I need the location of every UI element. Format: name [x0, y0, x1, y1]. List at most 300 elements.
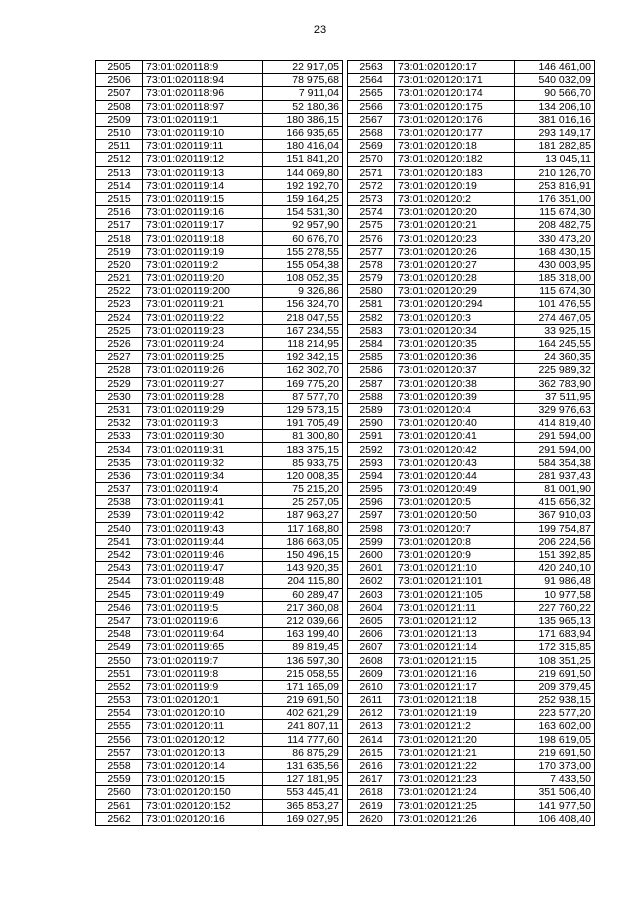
cadastral-number: 73:01:020120:152 [143, 799, 263, 812]
value-amount: 183 375,15 [263, 443, 343, 456]
table-row [348, 61, 595, 74]
page-number: 23 [313, 24, 327, 36]
value-amount: 146 461,00 [515, 61, 595, 74]
value-amount: 87 577,70 [263, 390, 343, 403]
row-number: 2605 [348, 614, 395, 627]
cadastral-number: 73:01:020120:171 [395, 74, 515, 87]
table-row [348, 351, 595, 364]
row-number: 2583 [348, 324, 395, 337]
table-row [348, 140, 595, 153]
table-row [348, 126, 595, 139]
table-row [96, 456, 343, 469]
cadastral-number: 73:01:020119:11 [143, 140, 263, 153]
table-row [96, 87, 343, 100]
row-number: 2511 [96, 140, 143, 153]
table-row [348, 614, 595, 627]
row-number: 2524 [96, 311, 143, 324]
value-amount: 60 289,47 [263, 588, 343, 601]
row-number: 2610 [348, 680, 395, 693]
value-amount: 181 282,85 [515, 140, 595, 153]
row-number: 2582 [348, 311, 395, 324]
row-number: 2584 [348, 337, 395, 350]
value-amount: 24 360,35 [515, 351, 595, 364]
table-row [96, 641, 343, 654]
value-amount: 223 577,20 [515, 707, 595, 720]
value-amount: 75 215,20 [263, 483, 343, 496]
cadastral-number: 73:01:020120:5 [395, 496, 515, 509]
value-amount: 115 674,30 [515, 285, 595, 298]
table-row [96, 337, 343, 350]
table-row [96, 799, 343, 812]
value-amount: 91 986,48 [515, 575, 595, 588]
row-number: 2587 [348, 377, 395, 390]
row-number: 2555 [96, 720, 143, 733]
value-amount: 167 234,55 [263, 324, 343, 337]
table-row [96, 812, 343, 825]
table-row [96, 417, 343, 430]
row-number: 2558 [96, 759, 143, 772]
value-amount: 136 597,30 [263, 654, 343, 667]
row-number: 2566 [348, 100, 395, 113]
value-amount: 89 819,45 [263, 641, 343, 654]
value-amount: 584 354,38 [515, 456, 595, 469]
row-number: 2552 [96, 680, 143, 693]
cadastral-number: 73:01:020119:6 [143, 614, 263, 627]
cadastral-number: 73:01:020119:30 [143, 430, 263, 443]
cadastral-number: 73:01:020121:19 [395, 707, 515, 720]
value-amount: 329 976,63 [515, 403, 595, 416]
cadastral-number: 73:01:020118:97 [143, 100, 263, 113]
table-row [348, 786, 595, 799]
cadastral-number: 73:01:020118:96 [143, 87, 263, 100]
table-row [348, 799, 595, 812]
row-number: 2560 [96, 786, 143, 799]
cadastral-number: 73:01:020120:177 [395, 126, 515, 139]
value-amount: 241 807,11 [263, 720, 343, 733]
cadastral-number: 73:01:020119:27 [143, 377, 263, 390]
value-amount: 131 635,56 [263, 759, 343, 772]
table-row [96, 219, 343, 232]
cadastral-number: 73:01:020119:3 [143, 417, 263, 430]
value-amount: 10 977,58 [515, 588, 595, 601]
row-number: 2508 [96, 100, 143, 113]
row-number: 2546 [96, 601, 143, 614]
table-row [348, 417, 595, 430]
value-amount: 60 676,70 [263, 232, 343, 245]
table-row [96, 667, 343, 680]
cadastral-number: 73:01:020120:27 [395, 258, 515, 271]
table-row [96, 509, 343, 522]
left-table-body [96, 61, 343, 826]
cadastral-number: 73:01:020120:12 [143, 733, 263, 746]
table-row [96, 113, 343, 126]
table-row [96, 443, 343, 456]
row-number: 2619 [348, 799, 395, 812]
row-number: 2530 [96, 390, 143, 403]
row-number: 2520 [96, 258, 143, 271]
table-row [348, 285, 595, 298]
value-amount: 330 473,20 [515, 232, 595, 245]
row-number: 2522 [96, 285, 143, 298]
table-row [96, 311, 343, 324]
row-number: 2518 [96, 232, 143, 245]
row-number: 2593 [348, 456, 395, 469]
value-amount: 115 674,30 [515, 206, 595, 219]
value-amount: 106 408,40 [515, 812, 595, 825]
cadastral-number: 73:01:020120:34 [395, 324, 515, 337]
table-row [348, 219, 595, 232]
value-amount: 209 379,45 [515, 680, 595, 693]
cadastral-number: 73:01:020119:4 [143, 483, 263, 496]
cadastral-number: 73:01:020119:12 [143, 153, 263, 166]
row-number: 2579 [348, 272, 395, 285]
row-number: 2551 [96, 667, 143, 680]
cadastral-number: 73:01:020119:25 [143, 351, 263, 364]
row-number: 2523 [96, 298, 143, 311]
value-amount: 86 875,29 [263, 746, 343, 759]
value-amount: 144 069,80 [263, 166, 343, 179]
row-number: 2528 [96, 364, 143, 377]
value-amount: 25 257,05 [263, 496, 343, 509]
value-amount: 162 302,70 [263, 364, 343, 377]
row-number: 2578 [348, 258, 395, 271]
cadastral-number: 73:01:020120:50 [395, 509, 515, 522]
table-row [348, 575, 595, 588]
value-amount: 169 775,20 [263, 377, 343, 390]
value-amount: 117 168,80 [263, 522, 343, 535]
value-amount: 362 783,90 [515, 377, 595, 390]
value-amount: 155 278,55 [263, 245, 343, 258]
table-row [348, 535, 595, 548]
row-number: 2615 [348, 746, 395, 759]
value-amount: 127 181,95 [263, 773, 343, 786]
table-row [96, 522, 343, 535]
table-row [348, 364, 595, 377]
value-amount: 185 318,00 [515, 272, 595, 285]
cadastral-number: 73:01:020119:8 [143, 667, 263, 680]
row-number: 2549 [96, 641, 143, 654]
value-amount: 163 199,40 [263, 628, 343, 641]
value-amount: 210 126,70 [515, 166, 595, 179]
table-row [96, 324, 343, 337]
row-number: 2539 [96, 509, 143, 522]
table-row [348, 298, 595, 311]
cadastral-number: 73:01:020121:26 [395, 812, 515, 825]
row-number: 2513 [96, 166, 143, 179]
cadastral-number: 73:01:020120:7 [395, 522, 515, 535]
value-amount: 151 392,85 [515, 548, 595, 561]
value-amount: 253 816,91 [515, 179, 595, 192]
row-number: 2534 [96, 443, 143, 456]
cadastral-number: 73:01:020119:42 [143, 509, 263, 522]
table-row [96, 61, 343, 74]
value-amount: 170 373,00 [515, 759, 595, 772]
cadastral-number: 73:01:020119:20 [143, 272, 263, 285]
cadastral-number: 73:01:020121:22 [395, 759, 515, 772]
row-number: 2617 [348, 773, 395, 786]
value-amount: 252 938,15 [515, 694, 595, 707]
table-row [96, 483, 343, 496]
value-amount: 151 841,20 [263, 153, 343, 166]
table-row [348, 324, 595, 337]
value-amount: 159 164,25 [263, 192, 343, 205]
row-number: 2585 [348, 351, 395, 364]
table-row [96, 179, 343, 192]
row-number: 2516 [96, 206, 143, 219]
cadastral-number: 73:01:020119:18 [143, 232, 263, 245]
row-number: 2568 [348, 126, 395, 139]
value-amount: 163 602,00 [515, 720, 595, 733]
value-amount: 180 386,15 [263, 113, 343, 126]
cadastral-number: 73:01:020120:183 [395, 166, 515, 179]
cadastral-number: 73:01:020120:18 [395, 140, 515, 153]
table-row [96, 232, 343, 245]
value-amount: 52 180,36 [263, 100, 343, 113]
row-number: 2577 [348, 245, 395, 258]
value-amount: 129 573,15 [263, 403, 343, 416]
value-amount: 192 342,15 [263, 351, 343, 364]
value-amount: 186 663,05 [263, 535, 343, 548]
cadastral-number: 73:01:020120:3 [395, 311, 515, 324]
table-row [96, 773, 343, 786]
cadastral-number: 73:01:020120:20 [395, 206, 515, 219]
table-row [348, 377, 595, 390]
value-amount: 215 058,55 [263, 667, 343, 680]
table-row [96, 390, 343, 403]
cadastral-number: 73:01:020120:44 [395, 469, 515, 482]
table-row [96, 654, 343, 667]
cadastral-number: 73:01:020120:176 [395, 113, 515, 126]
row-number: 2586 [348, 364, 395, 377]
table-row [348, 812, 595, 825]
value-amount: 33 925,15 [515, 324, 595, 337]
cadastral-number: 73:01:020121:17 [395, 680, 515, 693]
cadastral-number: 73:01:020121:21 [395, 746, 515, 759]
cadastral-number: 73:01:020120:15 [143, 773, 263, 786]
value-amount: 206 224,56 [515, 535, 595, 548]
cadastral-number: 73:01:020119:10 [143, 126, 263, 139]
row-number: 2548 [96, 628, 143, 641]
row-number: 2604 [348, 601, 395, 614]
value-amount: 219 691,50 [263, 694, 343, 707]
cadastral-number: 73:01:020121:25 [395, 799, 515, 812]
cadastral-number: 73:01:020120:23 [395, 232, 515, 245]
table-row [348, 628, 595, 641]
value-amount: 92 957,90 [263, 219, 343, 232]
value-amount: 90 566,70 [515, 87, 595, 100]
value-amount: 191 705,49 [263, 417, 343, 430]
table-row [348, 707, 595, 720]
cadastral-number: 73:01:020121:11 [395, 601, 515, 614]
cadastral-number: 73:01:020121:20 [395, 733, 515, 746]
value-amount: 381 016,16 [515, 113, 595, 126]
table-row [348, 113, 595, 126]
value-amount: 168 430,15 [515, 245, 595, 258]
cadastral-number: 73:01:020120:10 [143, 707, 263, 720]
table-row [348, 245, 595, 258]
value-amount: 169 027,95 [263, 812, 343, 825]
row-number: 2505 [96, 61, 143, 74]
cadastral-number: 73:01:020120:174 [395, 87, 515, 100]
value-amount: 164 245,55 [515, 337, 595, 350]
value-amount: 13 045,11 [515, 153, 595, 166]
table-row [348, 443, 595, 456]
row-number: 2526 [96, 337, 143, 350]
table-row [96, 759, 343, 772]
left-data-table [95, 60, 343, 826]
row-number: 2608 [348, 654, 395, 667]
row-number: 2620 [348, 812, 395, 825]
table-row [96, 548, 343, 561]
row-number: 2580 [348, 285, 395, 298]
table-row [348, 773, 595, 786]
table-row [96, 377, 343, 390]
value-amount: 166 935,65 [263, 126, 343, 139]
row-number: 2507 [96, 87, 143, 100]
row-number: 2556 [96, 733, 143, 746]
cadastral-number: 73:01:020119:29 [143, 403, 263, 416]
row-number: 2607 [348, 641, 395, 654]
cadastral-number: 73:01:020120:28 [395, 272, 515, 285]
row-number: 2564 [348, 74, 395, 87]
table-row [96, 285, 343, 298]
table-row [96, 601, 343, 614]
cadastral-number: 73:01:020119:65 [143, 641, 263, 654]
cadastral-number: 73:01:020119:34 [143, 469, 263, 482]
value-amount: 118 214,95 [263, 337, 343, 350]
row-number: 2563 [348, 61, 395, 74]
row-number: 2510 [96, 126, 143, 139]
row-number: 2614 [348, 733, 395, 746]
cadastral-number: 73:01:020119:14 [143, 179, 263, 192]
table-row [96, 694, 343, 707]
value-amount: 85 933,75 [263, 456, 343, 469]
table-row [348, 588, 595, 601]
table-row [348, 100, 595, 113]
table-row [96, 469, 343, 482]
value-amount: 22 917,05 [263, 61, 343, 74]
row-number: 2517 [96, 219, 143, 232]
cadastral-number: 73:01:020120:4 [395, 403, 515, 416]
row-number: 2559 [96, 773, 143, 786]
cadastral-number: 73:01:020119:9 [143, 680, 263, 693]
table-row [348, 311, 595, 324]
row-number: 2553 [96, 694, 143, 707]
value-amount: 402 621,29 [263, 707, 343, 720]
value-amount: 192 192,70 [263, 179, 343, 192]
row-number: 2612 [348, 707, 395, 720]
cadastral-number: 73:01:020120:42 [395, 443, 515, 456]
row-number: 2599 [348, 535, 395, 548]
table-row [348, 522, 595, 535]
row-number: 2562 [96, 812, 143, 825]
row-number: 2531 [96, 403, 143, 416]
row-number: 2542 [96, 548, 143, 561]
cadastral-number: 73:01:020121:23 [395, 773, 515, 786]
table-row [96, 786, 343, 799]
table-row [348, 641, 595, 654]
row-number: 2601 [348, 562, 395, 575]
cadastral-number: 73:01:020120:49 [395, 483, 515, 496]
table-row [96, 707, 343, 720]
value-amount: 9 326,86 [263, 285, 343, 298]
cadastral-number: 73:01:020119:24 [143, 337, 263, 350]
value-amount: 150 496,15 [263, 548, 343, 561]
table-row [96, 298, 343, 311]
cadastral-number: 73:01:020119:64 [143, 628, 263, 641]
table-row [96, 74, 343, 87]
table-row [348, 179, 595, 192]
cadastral-number: 73:01:020121:13 [395, 628, 515, 641]
row-number: 2509 [96, 113, 143, 126]
value-amount: 187 963,27 [263, 509, 343, 522]
cadastral-number: 73:01:020121:24 [395, 786, 515, 799]
row-number: 2597 [348, 509, 395, 522]
table-row [96, 614, 343, 627]
cadastral-number: 73:01:020120:16 [143, 812, 263, 825]
row-number: 2613 [348, 720, 395, 733]
table-row [348, 206, 595, 219]
row-number: 2536 [96, 469, 143, 482]
row-number: 2538 [96, 496, 143, 509]
table-row [96, 192, 343, 205]
cadastral-number: 73:01:020119:31 [143, 443, 263, 456]
cadastral-number: 73:01:020121:10 [395, 562, 515, 575]
row-number: 2514 [96, 179, 143, 192]
row-number: 2543 [96, 562, 143, 575]
row-number: 2557 [96, 746, 143, 759]
value-amount: 180 416,04 [263, 140, 343, 153]
cadastral-number: 73:01:020119:23 [143, 324, 263, 337]
cadastral-number: 73:01:020118:9 [143, 61, 263, 74]
table-row [96, 126, 343, 139]
row-number: 2618 [348, 786, 395, 799]
cadastral-number: 73:01:020119:47 [143, 562, 263, 575]
table-row [96, 720, 343, 733]
cadastral-number: 73:01:020120:19 [395, 179, 515, 192]
row-number: 2581 [348, 298, 395, 311]
row-number: 2588 [348, 390, 395, 403]
cadastral-number: 73:01:020119:49 [143, 588, 263, 601]
row-number: 2537 [96, 483, 143, 496]
table-row [96, 562, 343, 575]
cadastral-number: 73:01:020121:101 [395, 575, 515, 588]
value-amount: 204 115,80 [263, 575, 343, 588]
cadastral-number: 73:01:020119:19 [143, 245, 263, 258]
value-amount: 120 008,35 [263, 469, 343, 482]
table-row [348, 166, 595, 179]
cadastral-number: 73:01:020120:150 [143, 786, 263, 799]
value-amount: 365 853,27 [263, 799, 343, 812]
table-row [96, 588, 343, 601]
cadastral-number: 73:01:020119:5 [143, 601, 263, 614]
cadastral-number: 73:01:020121:15 [395, 654, 515, 667]
value-amount: 219 691,50 [515, 667, 595, 680]
row-number: 2572 [348, 179, 395, 192]
cadastral-number: 73:01:020119:26 [143, 364, 263, 377]
value-amount: 114 777,60 [263, 733, 343, 746]
row-number: 2541 [96, 535, 143, 548]
cadastral-number: 73:01:020120:2 [395, 192, 515, 205]
value-amount: 217 360,08 [263, 601, 343, 614]
value-amount: 212 039,66 [263, 614, 343, 627]
row-number: 2569 [348, 140, 395, 153]
row-number: 2576 [348, 232, 395, 245]
right-data-table [347, 60, 595, 826]
value-amount: 37 511,95 [515, 390, 595, 403]
value-amount: 414 819,40 [515, 417, 595, 430]
cadastral-number: 73:01:020120:43 [395, 456, 515, 469]
